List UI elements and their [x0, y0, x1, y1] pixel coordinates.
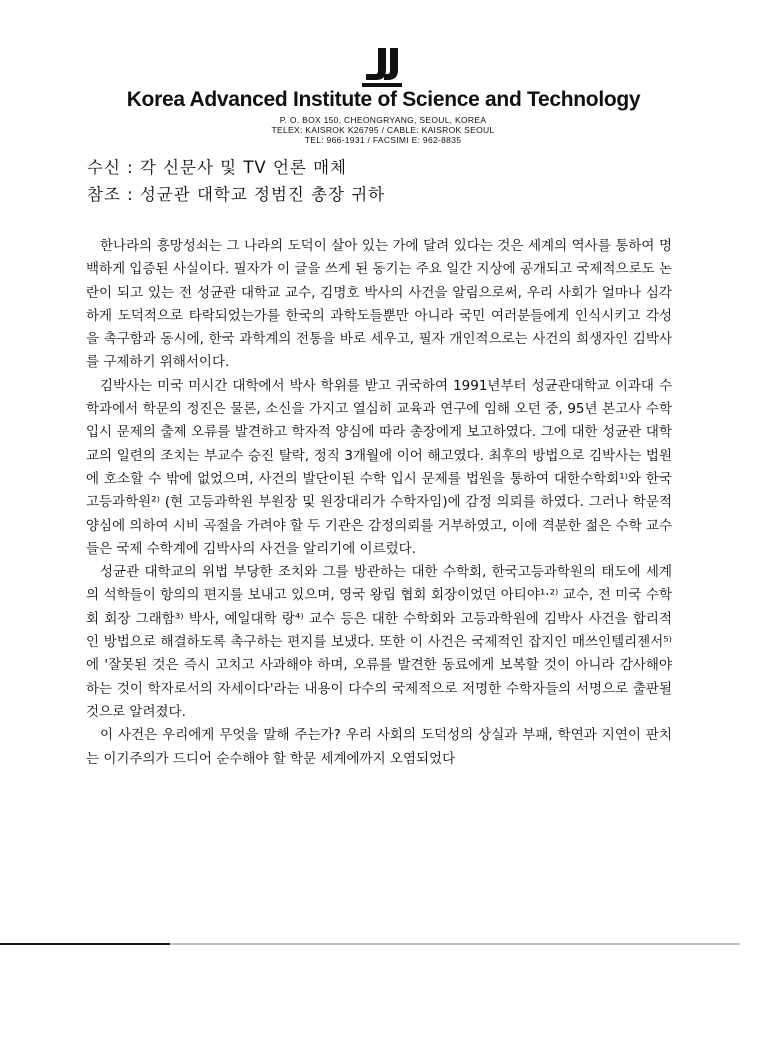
reference-line: 참조 : 성균관 대학교 정범진 총장 귀하 — [87, 185, 386, 204]
letter-body — [86, 235, 672, 771]
recipient-line: 수신 : 각 신문사 및 TV 언론 매체 — [87, 158, 347, 177]
footer-rule — [0, 943, 767, 945]
body-paragraph: 성균관 대학교의 위법 부당한 조치와 그를 방관하는 대한 수학회, 한국고등과학원의 태도에 세계의 석학들이 항의의 편지를 보내고 있으며, 영국 왕립 협회 회장이었던 아티야¹·²⁾ 교수, 전 미국 수학회 회장 그래함³⁾ 박사, 예일대학 랑⁴⁾ 교수 등은 대한 수학회와 고등과학원에 김박사 사건을 합리적인 방법으로 해결하도록 촉구하는 편지를 보냈다. 또한 이 사건은 국제적인 잡지인 매쓰인텔리젠서⁵⁾에 '잘못된 것은 즉시 고치고 사과해야 하며, 오류를 발견한 동료에게 보복할 것이 아니라 감사해야 하는 것이 학자로서의 자세이다'라는 내용이 다수의 국제적으로 저명한 수학자들의 서명으로 출판될 것으로 알려졌다. — [86, 564, 672, 720]
address-line: P. O. BOX 150, CHEONGRYANG, SEOUL, KOREA — [279, 115, 487, 125]
telex-line: TELEX: KAISROK K26795 / CABLE: KAISROK SEOUL — [271, 125, 495, 135]
letterhead — [0, 0, 767, 160]
body-paragraph: 한나라의 흥망성쇠는 그 나라의 도덕이 살아 있는 가에 달려 있다는 것은 세계의 역사를 통하여 명백하게 입증된 사실이다. 필자가 이 글을 쓰게 된 동기는 주요 일간 지상에 공개되고 국제적으로도 논란이 되고 있는 전 성균관 대학교 교수, 김명호 박사의 사건을 알림으로써, 우리 사회가 얼마나 심각하게 도덕적으로 타락되었는가를 한국의 과학도들뿐만 아니라 국민 여러분들에게 인식시키고 각성을 촉구함과 동시에, 한국 과학계의 전통을 바로 세우고, 필자 개인적으로는 사건의 희생자인 김박사를 구제하기 위해서이다. — [86, 238, 673, 371]
body-paragraph: 김박사는 미국 미시간 대학에서 박사 학위를 받고 귀국하여 1991년부터 성균관대학교 이과대 수학과에서 학문의 정진은 물론, 소신을 가지고 열심히 교육과 연구에 임해 오던 중, 95년 본고사 수학 입시 문제의 출제 오류를 발견하고 학자적 양심에 따라 총장에게 보고하였다. 그에 대한 성균관 대학교의 일련의 조치는 부교수 승진 탈락, 정직 3개월에 이어 해고였다. 최후의 방법으로 김박사는 법원에 호소할 수 밖에 없었으며, 사건의 발단이된 수학 입시 문제를 법원을 통하여 대한수학회¹⁾와 한국고등과학원²⁾ (현 고등과학원 부원장 및 원장대리가 수학자임)에 감정 의뢰를 하였다. 그러나 학문적 양심에 의하여 시비 곡절을 가려야 할 두 기관은 감정의뢰를 거부하였고, 이에 격분한 젊은 수학 교수들은 국제 수학계에 김박사의 사건을 알리기에 이르렀다. — [86, 377, 673, 557]
kaist-logo — [356, 46, 408, 90]
phone-line: TEL: 966-1931 / FACSIMI E: 962-8835 — [304, 135, 462, 145]
institution-name: Korea Advanced Institute of Science and Technology — [126, 88, 641, 111]
body-paragraph: 이 사건은 우리에게 무엇을 말해 주는가? 우리 사회의 도덕성의 상실과 부패, 학연과 지연이 판치는 이기주의가 드디어 순수해야 할 학문 세계에까지 오염되었다 — [86, 727, 672, 767]
